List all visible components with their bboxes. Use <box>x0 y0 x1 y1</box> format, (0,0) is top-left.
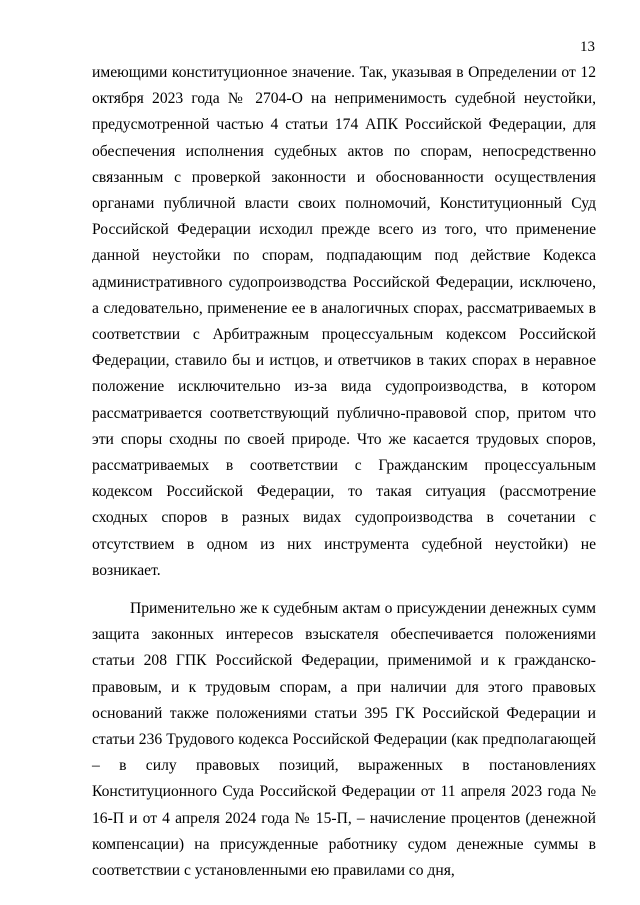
page-number: 13 <box>580 39 595 55</box>
paragraph-1: имеющими конституционное значение. Так, указывая в Определении от 12 октября 2023 года № 2704-О на неприменимость судебной неустойки, предусмотренной частью 4 статьи 174 АПК Российской Федерации, для обеспечения исполнения судебных актов по спорам, непосредственно связанным с проверкой законности и обоснованности осуществления органами публичной власти своих полномочий, Конституционный Суд Российской Федерации исходил прежде всего из того, что применение данной неустойки по спорам, подпадающим под действие Кодекса административного судопроизводства Российской Федерации, исключено, а следовательно, применение ее в аналогичных спорах, рассматриваемых в соответствии с Арбитражным процессуальным кодексом Российской Федерации, ставило бы и истцов, и ответчиков в таких спорах в неравное положение исключительно из-за вида судопроизводства, в котором рассматривается соответствующий публично-правовой спор, притом что эти споры сходны по своей природе. Что же касается трудовых споров, рассматриваемых в соответствии с Гражданским процессуальным кодексом Российской Федерации, то такая ситуация (рассмотрение сходных споров в разных видах судопроизводства в сочетании с отсутствием в одном из них инструмента судебной неустойки) не возникает. <box>92 64 596 579</box>
paragraph-2: Применительно же к судебным актам о присуждении денежных сумм защита законных интересов взыскателя обеспечивается положениями статьи 208 ГПК Российской Федерации, применимой и к гражданско-правовым, и к трудовым спорам, а при наличии для этого правовых оснований также положениями статьи 395 ГК Российской Федерации и статьи 236 Трудового кодекса Российской Федерации (как предполагающей – в силу правовых позиций, выраженных в постановлениях Конституционного Суда Российской Федерации от 11 апреля 2023 года № 16-П и от 4 апреля 2024 года № 15-П, – начисление процентов (денежной компенсации) на присужденные работнику судом денежные суммы в соответствии с установленными ею правилами со дня, <box>92 600 596 880</box>
document-body <box>92 60 596 884</box>
